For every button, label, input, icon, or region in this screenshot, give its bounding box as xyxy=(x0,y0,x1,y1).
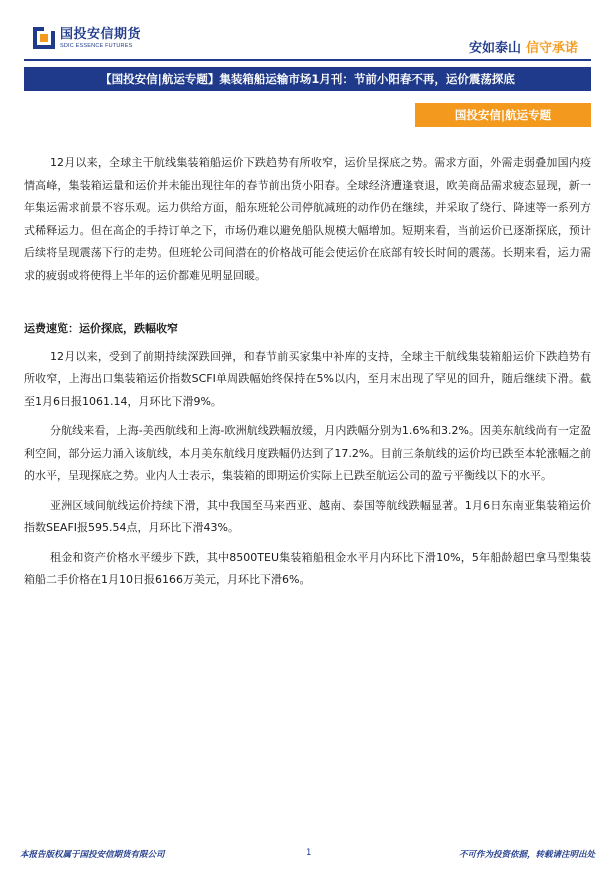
slogan xyxy=(469,37,578,56)
page-header xyxy=(0,0,615,70)
footer-copyright: 本报告版权属于国投安信期货有限公司 xyxy=(20,850,165,860)
body-paragraph: 亚洲区域间航线运价持续下滑，其中我国至马来西亚、越南、泰国等航线跌幅显著。1月6日东南亚集装箱运价指数SEAFI报595.54点，月环比下滑43%。 xyxy=(24,498,591,534)
body-paragraph: 租金和资产价格水平缓步下跌，其中8500TEU集装箱船租金水平月内环比下滑10%，5年船龄超巴拿马型集装箱船二手价格在1月10日报6166万美元，月环比下滑6%。 xyxy=(24,550,591,586)
report-body xyxy=(24,152,591,592)
header-divider xyxy=(24,59,591,61)
report-title-bar: 【国投安信|航运专题】集装箱船运输市场1月刊：节前小阳春不再，运价震荡探底 xyxy=(24,67,591,91)
slogan-part2: 信守承诺 xyxy=(525,41,578,56)
intro-paragraph: 12月以来，全球主干航线集装箱船运价下跌趋势有所收窄，运价呈探底之势。需求方面，外需走弱叠加国内疫情高峰，集装箱运量和运价并未能出现往年的春节前出货小阳春。全球经济遭逢衰退，欧美商品需求疲态显现，新一年集运需求前景不容乐观。运力供给方面，船东班轮公司停航减班的动作仍在继续，并采取了绕行、降速等一系列方式稀释运力。但在高企的手持订单之下，市场仍难以避免船队规模大幅增加。短期来看，当前运价已逐渐探底，预计后续将呈现震荡下行的走势。但班轮公司间潜在的价格战可能会使运价在底部有较长时间的震荡。长期来看，运力需求的疲弱或将使得上半年的运价都难见明显回暖。 xyxy=(24,156,591,282)
slogan-part1: 安如泰山 xyxy=(468,41,521,56)
body-paragraph: 分航线来看，上海-美西航线和上海-欧洲航线跌幅放缓，月内跌幅分别为1.6%和3.2%。因美东航线尚有一定盈利空间，部分运力涌入该航线，本月美东航线月度跌幅仍达到了17.2%。目前三条航线的运价均已跌至本轮涨幅之前的水平，呈现探底之势。业内人士表示，集装箱的即期运价实际上已跌至航运公司的盈亏平衡线以下的水平。 xyxy=(24,424,591,482)
column-tag: 国投安信|航运专题 xyxy=(415,103,591,127)
sdic-logo-icon xyxy=(33,27,55,49)
section-title: 运费速览：运价探底，跌幅收窄 xyxy=(24,322,178,335)
footer-disclaimer: 不可作为投资依据，转载请注明出处 xyxy=(458,850,595,860)
logo-wordmark xyxy=(60,27,141,50)
logo-en-name: SDIC ESSENCE FUTURES xyxy=(60,43,133,49)
logo-cn-name: 国投安信期货 xyxy=(60,27,142,42)
body-paragraph: 12月以来，受到了前期持续深跌回弹，和春节前买家集中补库的支持，全球主干航线集装箱船运价下跌趋势有所收窄，上海出口集装箱运价指数SCFI单周跌幅始终保持在5%以内，至月末出现了罕见的回升，随后继续下滑。截至1月6日报1061.14，月环比下滑9%。 xyxy=(24,349,591,408)
page-number: 1 xyxy=(306,848,312,858)
